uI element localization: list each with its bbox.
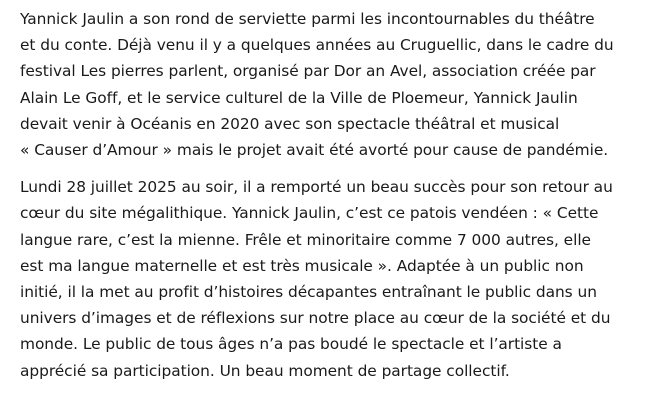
text-line: cœur du site mégalithique. Yannick Jaulin, c’est ce patois vendéen : « Cette	[20, 204, 599, 223]
article-body	[20, 6, 640, 384]
text-line: festival Les pierres parlent, organisé par Dor an Avel, association créée par	[20, 62, 596, 81]
text-line: Yannick Jaulin a son rond de serviette parmi les incontournables du théâtre	[20, 10, 595, 28]
text-line: initié, il la met au profit d’histoires décapantes entraînant le public dans un	[20, 283, 597, 302]
paragraph-2	[20, 174, 640, 384]
text-line: devait venir à Océanis en 2020 avec son spectacle théâtral et musical	[20, 114, 560, 133]
text-line: Alain Le Goff, et le service culturel de la Ville de Ploemeur, Yannick Jaulin	[20, 88, 578, 107]
text-line: est ma langue maternelle et est très musicale ». Adaptée à un public non	[20, 256, 584, 275]
text-line: univers d’images et de réflexions sur notre place au cœur de la société et du	[20, 309, 611, 328]
text-line: monde. Le public de tous âges n’a pas boudé le spectacle et l’artiste a	[20, 335, 562, 354]
text-line: langue rare, c’est la mienne. Frêle et minoritaire comme 7 000 autres, elle	[20, 230, 591, 249]
text-line: Lundi 28 juillet 2025 au soir, il a remporté un beau succès pour son retour au	[20, 178, 613, 197]
text-line: apprécié sa participation. Un beau moment de partage collectif.	[20, 361, 510, 380]
paragraph-1	[20, 6, 640, 163]
text-line: et du conte. Déjà venu il y a quelques années au Cruguellic, dans le cadre du	[20, 36, 614, 55]
text-line: « Causer d’Amour » mais le projet avait été avorté pour cause de pandémie.	[20, 141, 609, 160]
